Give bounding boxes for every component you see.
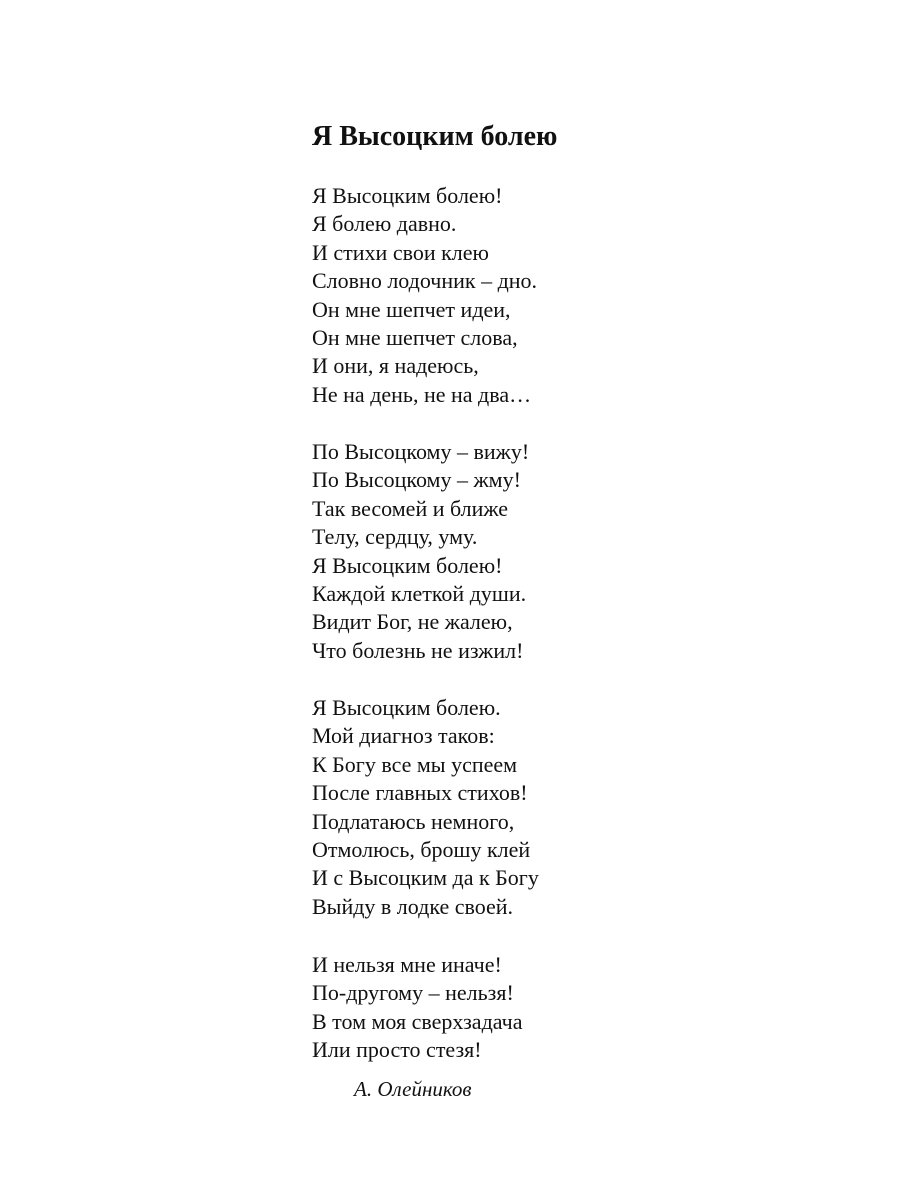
poem-line: И с Высоцким да к Богу	[312, 865, 539, 891]
poem-line: В том моя сверхзадача	[312, 1008, 523, 1034]
stanza-2	[312, 438, 529, 665]
stanza-3	[312, 694, 539, 921]
poem-line: И стихи свои клею	[312, 239, 489, 265]
poem-line: И они, я надеюсь,	[312, 353, 479, 379]
poem-line: Отмолюсь, брошу клей	[312, 836, 531, 862]
poem-line: Я Высоцким болею!	[312, 552, 503, 578]
poem-line: Что болезнь не изжил!	[312, 637, 524, 663]
poem-line: И нельзя мне иначе!	[312, 952, 502, 977]
poem-line: Телу, сердцу, уму.	[312, 524, 478, 550]
poem-line: Я болею давно.	[312, 211, 457, 237]
poem-line: Видит Бог, не жалею,	[312, 609, 513, 635]
poem-line: Так весомей и ближе	[312, 495, 509, 521]
poem-line: Не на день, не на два…	[312, 381, 532, 407]
poem-line: Я Высоцким болею.	[312, 695, 501, 720]
poem-line: Я Высоцким болею!	[312, 183, 503, 208]
poem-line: По-другому – нельзя!	[312, 980, 514, 1006]
poem-line: Он мне шепчет слова,	[312, 324, 518, 350]
poem-line: К Богу все мы успеем	[312, 751, 518, 777]
poem-line: Он мне шепчет идеи,	[312, 296, 511, 322]
author-signature: А. Олейников	[354, 1077, 472, 1101]
poem-line: Или просто стезя!	[312, 1037, 482, 1063]
poem-line: Подлатаюсь немного,	[312, 808, 515, 834]
poem-line: После главных стихов!	[312, 780, 528, 806]
poem-line: Словно лодочник – дно.	[312, 268, 538, 294]
poem-line: Мой диагноз таков:	[312, 723, 495, 749]
poem-line: По Высоцкому – жму!	[312, 467, 521, 493]
stanza-4	[312, 951, 522, 1065]
poem-line: Каждой клеткой души.	[312, 580, 527, 606]
poem-line: По Высоцкому – вижу!	[312, 439, 530, 464]
stanza-1	[312, 182, 537, 409]
poem-title: Я Высоцким болею	[312, 121, 558, 152]
poem-line: Выйду в лодке своей.	[312, 893, 514, 919]
